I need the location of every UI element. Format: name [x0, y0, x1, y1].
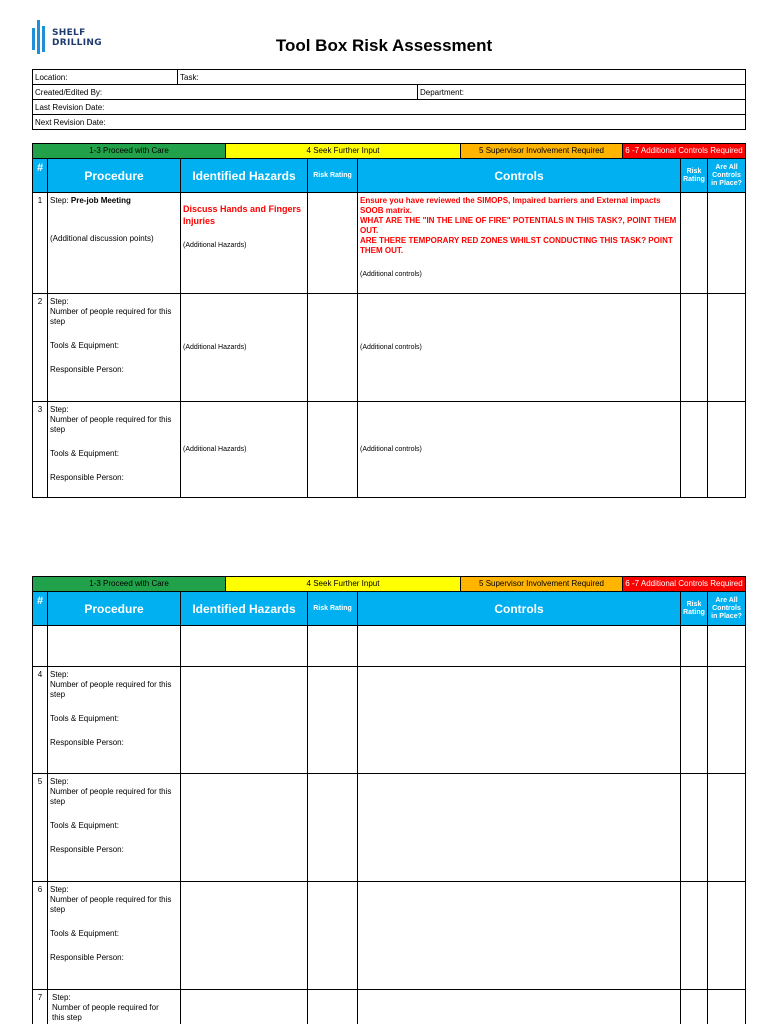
hazards-cell[interactable] [181, 402, 308, 498]
hazards-cell[interactable] [181, 774, 308, 882]
controls-cell[interactable] [358, 626, 681, 667]
step-label: Step: [50, 885, 69, 894]
location-label: Location: [35, 73, 68, 82]
col-hazards: Identified Hazards [181, 159, 308, 193]
legend-orange: 5 Supervisor Involvement Required [461, 144, 623, 159]
col-risk-rating-2: Risk Rating [681, 592, 708, 626]
step-number: 3 [33, 402, 48, 498]
risk-rating-cell[interactable] [308, 990, 358, 1024]
additional-hazards: (Additional Hazards) [183, 343, 247, 351]
risk-rating-cell[interactable] [308, 774, 358, 882]
controls-in-place-cell[interactable] [708, 990, 746, 1024]
col-procedure: Procedure [48, 159, 181, 193]
step-number: 1 [33, 193, 48, 294]
control-text-1: Ensure you have reviewed the SIMOPS, Impaired barriers and External impacts SOOB matrix. [360, 196, 661, 215]
tools-label: Tools & Equipment: [50, 929, 119, 938]
risk-rating-2-cell[interactable] [681, 626, 708, 667]
responsible-label: Responsible Person: [50, 365, 124, 374]
risk-rating-2-cell[interactable] [681, 667, 708, 774]
controls-cell[interactable] [358, 402, 681, 498]
control-text-2: WHAT ARE THE "IN THE LINE OF FIRE" POTENTIALS IN THIS TASK?, POINT THEM OUT. [360, 216, 677, 235]
procedure-cell[interactable] [48, 193, 181, 294]
legend-strip-2 [32, 576, 746, 592]
controls-in-place-cell[interactable] [708, 626, 746, 667]
legend-orange: 5 Supervisor Involvement Required [461, 577, 623, 592]
legend-strip-1 [32, 143, 746, 159]
logo-line-2: DRILLING [52, 38, 102, 48]
created-by-label: Created/Edited By: [35, 88, 103, 97]
col-risk-rating: Risk Rating [308, 159, 358, 193]
table-row [33, 626, 746, 667]
column-header-row [33, 592, 746, 626]
step-label: Step: [50, 777, 69, 786]
step-label: Step: [50, 670, 69, 679]
additional-hazards: (Additional Hazards) [183, 242, 247, 249]
hazards-cell[interactable] [181, 667, 308, 774]
risk-rating-cell[interactable] [308, 294, 358, 402]
controls-cell[interactable] [358, 882, 681, 990]
info-table [32, 69, 746, 130]
risk-rating-cell[interactable] [308, 193, 358, 294]
department-field[interactable] [418, 85, 746, 100]
legend-green: 1-3 Proceed with Care [33, 577, 226, 592]
additional-hazards: (Additional Hazards) [183, 445, 247, 453]
responsible-label: Responsible Person: [50, 845, 124, 854]
risk-rating-2-cell[interactable] [681, 402, 708, 498]
legend-yellow: 4 Seek Further Input [226, 144, 461, 159]
task-field[interactable] [178, 70, 746, 85]
controls-cell[interactable] [358, 990, 681, 1024]
table-row [33, 667, 746, 774]
legend-red: 6 -7 Additional Controls Required [623, 577, 746, 592]
last-revision-field[interactable] [33, 100, 746, 115]
column-header-row [33, 159, 746, 193]
procedure-table-2 [32, 591, 746, 1024]
step-number: 7 [33, 990, 48, 1024]
col-risk-rating: Risk Rating [308, 592, 358, 626]
table-row [33, 882, 746, 990]
location-field[interactable] [33, 70, 178, 85]
table-row [33, 990, 746, 1024]
step-label: Step: [50, 297, 69, 306]
responsible-label: Responsible Person: [50, 738, 124, 747]
controls-in-place-cell[interactable] [708, 774, 746, 882]
procedure-cell[interactable] [48, 990, 181, 1024]
last-revision-label: Last Revision Date: [35, 103, 105, 112]
controls-in-place-cell[interactable] [708, 193, 746, 294]
people-label: Number of people required for this step [50, 895, 172, 914]
step-name: Pre-job Meeting [70, 196, 131, 205]
procedure-table-1 [32, 158, 746, 498]
hazards-cell[interactable] [181, 193, 308, 294]
controls-in-place-cell[interactable] [708, 402, 746, 498]
tools-label: Tools & Equipment: [50, 341, 119, 350]
risk-rating-2-cell[interactable] [681, 193, 708, 294]
step-label: Step: [52, 993, 71, 1002]
risk-rating-2-cell[interactable] [681, 990, 708, 1024]
risk-rating-cell[interactable] [308, 667, 358, 774]
controls-cell[interactable] [358, 774, 681, 882]
table-row [33, 402, 746, 498]
procedure-cell[interactable] [48, 774, 181, 882]
table-row [33, 193, 746, 294]
procedure-cell[interactable] [48, 667, 181, 774]
responsible-label: Responsible Person: [50, 473, 124, 482]
col-num: # [33, 592, 48, 626]
risk-rating-cell[interactable] [308, 626, 358, 667]
people-label: Number of people required for this step [50, 307, 172, 326]
people-label: Number of people required for this step [52, 1003, 159, 1022]
hazards-cell[interactable] [181, 990, 308, 1024]
people-label: Number of people required for this step [50, 680, 172, 699]
legend-green: 1-3 Proceed with Care [33, 144, 226, 159]
step-number: 5 [33, 774, 48, 882]
hazard-text: Discuss Hands and Fingers Injuries [183, 204, 302, 226]
next-revision-field[interactable] [33, 115, 746, 130]
step-number: 6 [33, 882, 48, 990]
logo-line-1: SHELF [52, 28, 86, 38]
hazards-cell[interactable] [181, 294, 308, 402]
legend-red: 6 -7 Additional Controls Required [623, 144, 746, 159]
table-row [33, 294, 746, 402]
department-label: Department: [420, 88, 465, 97]
risk-rating-cell[interactable] [308, 402, 358, 498]
col-hazards: Identified Hazards [181, 592, 308, 626]
risk-rating-2-cell[interactable] [681, 294, 708, 402]
document-title: Tool Box Risk Assessment [275, 36, 493, 55]
tools-label: Tools & Equipment: [50, 714, 119, 723]
additional-points: (Additional discussion points) [50, 234, 154, 243]
col-risk-rating-2: Risk Rating [681, 159, 708, 193]
procedure-cell[interactable] [48, 294, 181, 402]
controls-cell[interactable] [358, 193, 681, 294]
risk-rating-2-cell[interactable] [681, 882, 708, 990]
additional-controls: (Additional controls) [360, 445, 422, 453]
controls-in-place-cell[interactable] [708, 667, 746, 774]
procedure-cell[interactable] [48, 882, 181, 990]
hazards-cell[interactable] [181, 626, 308, 667]
additional-controls: (Additional controls) [360, 343, 422, 351]
next-revision-label: Next Revision Date: [35, 118, 106, 127]
controls-in-place-cell[interactable] [708, 294, 746, 402]
controls-in-place-cell[interactable] [708, 882, 746, 990]
people-label: Number of people required for this step [50, 787, 172, 806]
step-number [33, 626, 48, 667]
control-text-3: ARE THERE TEMPORARY RED ZONES WHILST CONDUCTING THIS TASK? POINT THEM OUT. [360, 236, 673, 255]
controls-cell[interactable] [358, 667, 681, 774]
step-number: 4 [33, 667, 48, 774]
tools-label: Tools & Equipment: [50, 449, 119, 458]
legend-yellow: 4 Seek Further Input [226, 577, 461, 592]
col-controls: Controls [358, 159, 681, 193]
risk-rating-2-cell[interactable] [681, 774, 708, 882]
procedure-cell[interactable] [48, 402, 181, 498]
additional-controls: (Additional controls) [360, 271, 422, 278]
col-num: # [33, 159, 48, 193]
col-controls-in-place: Are All Controls in Place? [708, 159, 746, 193]
task-label: Task: [180, 73, 199, 82]
created-by-field[interactable] [33, 85, 418, 100]
people-label: Number of people required for this step [50, 415, 172, 434]
tools-label: Tools & Equipment: [50, 821, 119, 830]
responsible-label: Responsible Person: [50, 953, 124, 962]
step-label: Step: [50, 405, 69, 414]
table-row [33, 774, 746, 882]
risk-rating-cell[interactable] [308, 882, 358, 990]
procedure-cell[interactable] [48, 626, 181, 667]
step-number: 2 [33, 294, 48, 402]
col-controls-in-place: Are All Controls in Place? [708, 592, 746, 626]
col-procedure: Procedure [48, 592, 181, 626]
col-controls: Controls [358, 592, 681, 626]
controls-cell[interactable] [358, 294, 681, 402]
hazards-cell[interactable] [181, 882, 308, 990]
step-label: Step: [50, 196, 71, 205]
